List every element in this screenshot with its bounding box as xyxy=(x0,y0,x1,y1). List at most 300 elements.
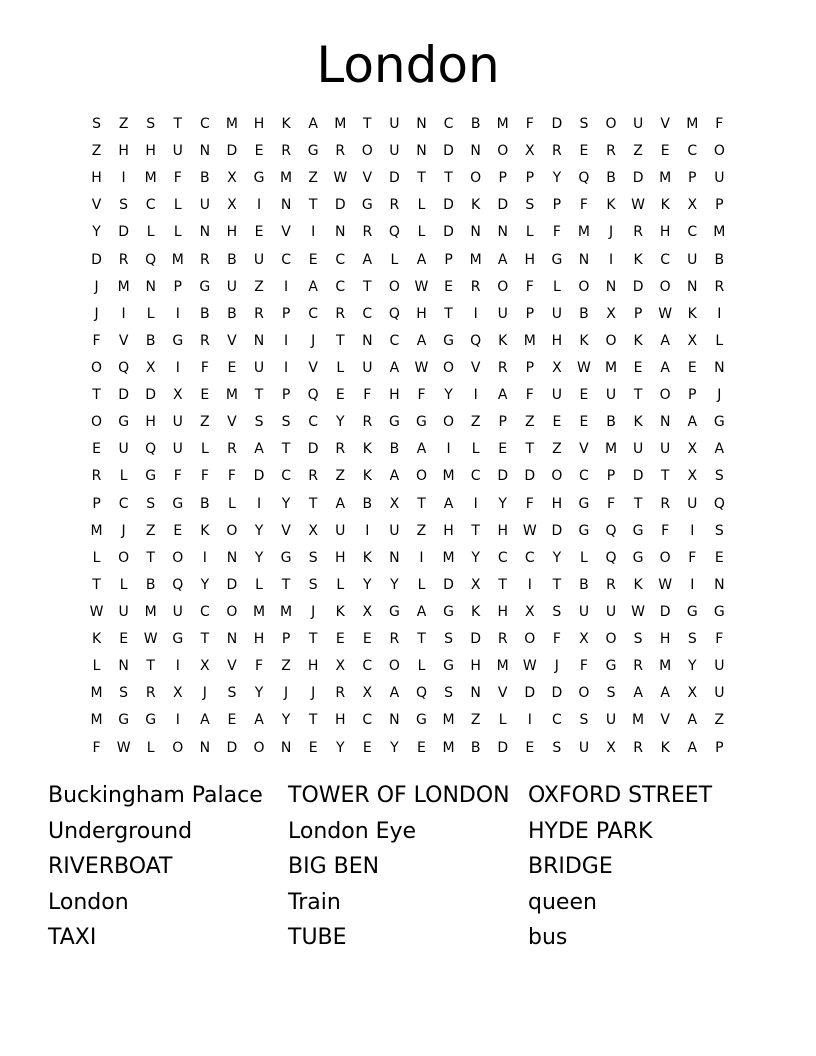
grid-letter: G xyxy=(118,414,130,431)
grid-row xyxy=(83,735,733,762)
grid-letter: G xyxy=(416,414,427,431)
grid-letter: P xyxy=(281,305,291,322)
grid-letter: X xyxy=(687,332,698,349)
grid-letter: F xyxy=(173,170,182,187)
grid-letter: N xyxy=(470,224,481,241)
grid-letter: J xyxy=(94,278,99,295)
grid-letter: F xyxy=(715,116,724,133)
grid-letter: S xyxy=(525,197,535,214)
grid-letter: G xyxy=(443,604,454,621)
grid-letter: C xyxy=(362,712,373,729)
grid-letter: F xyxy=(688,549,697,566)
grid-letter: V xyxy=(281,224,291,241)
grid-letter: M xyxy=(496,658,509,675)
grid-letter: T xyxy=(363,278,372,295)
grid-letter: Q xyxy=(172,576,184,593)
grid-letter: M xyxy=(334,116,347,133)
grid-letter: E xyxy=(227,360,237,377)
grid-letter: B xyxy=(362,495,373,512)
grid-letter: X xyxy=(579,631,589,648)
grid-letter: E xyxy=(200,387,210,404)
grid-letter: P xyxy=(715,739,724,756)
grid-letter: I xyxy=(608,251,614,268)
grid-letter: E xyxy=(525,739,535,756)
grid-letter: K xyxy=(633,251,643,268)
grid-letter: S xyxy=(444,631,453,648)
grid-letter: X xyxy=(308,522,318,539)
grid-letter: L xyxy=(417,197,426,214)
grid-row xyxy=(83,626,733,653)
grid-letter: A xyxy=(200,712,210,729)
grid-letter: R xyxy=(389,631,400,648)
grid-letter: Y xyxy=(390,576,399,593)
grid-letter: Q xyxy=(605,522,617,539)
grid-letter: Q xyxy=(605,549,617,566)
grid-letter: F xyxy=(254,658,264,675)
grid-letter: Z xyxy=(308,170,318,187)
grid-letter: A xyxy=(687,739,698,756)
grid-letter: R xyxy=(335,305,346,322)
grid-letter: B xyxy=(470,739,481,756)
grid-letter: G xyxy=(307,143,319,160)
word-list xyxy=(48,778,768,956)
grid-letter: Q xyxy=(388,305,400,322)
grid-letter: K xyxy=(362,468,372,485)
grid-letter: D xyxy=(443,143,454,160)
grid-letter: C xyxy=(199,116,210,133)
grid-letter: D xyxy=(118,387,129,404)
grid-letter: N xyxy=(118,658,129,675)
grid-letter: X xyxy=(227,170,237,187)
grid-letter: U xyxy=(578,604,590,621)
grid-letter: H xyxy=(118,143,129,160)
grid-letter: O xyxy=(497,278,509,295)
grid-letter: T xyxy=(254,387,264,404)
grid-letter: L xyxy=(92,658,101,675)
grid-letter: U xyxy=(551,305,562,322)
word-list-item: OXFORD STREET xyxy=(528,783,713,808)
grid-letter: I xyxy=(473,305,478,322)
grid-letter: A xyxy=(416,251,427,268)
letter-grid xyxy=(83,111,733,762)
grid-letter: M xyxy=(144,170,157,187)
grid-letter: K xyxy=(606,197,616,214)
grid-letter: I xyxy=(473,387,478,404)
grid-letter: N xyxy=(659,414,671,431)
grid-letter: J xyxy=(121,522,126,539)
grid-letter: U xyxy=(172,441,183,458)
grid-letter: Z xyxy=(254,278,264,295)
grid-letter: D xyxy=(659,604,671,621)
grid-letter: O xyxy=(605,332,617,349)
grid-letter: N xyxy=(226,549,238,566)
grid-letter: A xyxy=(254,441,264,458)
grid-letter: S xyxy=(308,576,318,593)
grid-letter: N xyxy=(416,116,427,133)
grid-letter: O xyxy=(659,549,671,566)
grid-letter: O xyxy=(605,631,617,648)
grid-letter: O xyxy=(659,387,671,404)
grid-letter: D xyxy=(497,468,509,485)
grid-letter: C xyxy=(579,468,589,485)
grid-letter: D xyxy=(226,143,238,160)
grid-letter: Y xyxy=(363,576,372,593)
grid-letter: O xyxy=(713,143,725,160)
grid-letter: I xyxy=(121,305,126,322)
grid-letter: R xyxy=(335,441,346,458)
grid-letter: I xyxy=(175,658,180,675)
grid-letter: S xyxy=(254,414,264,431)
grid-letter: A xyxy=(389,360,400,377)
grid-letter: H xyxy=(497,604,508,621)
grid-letter: M xyxy=(90,685,103,702)
grid-letter: D xyxy=(497,739,509,756)
grid-letter: A xyxy=(660,685,670,702)
grid-row xyxy=(83,572,733,599)
grid-letter: F xyxy=(525,278,534,295)
grid-letter: E xyxy=(92,441,101,458)
grid-letter: U xyxy=(605,387,617,404)
grid-letter: Y xyxy=(335,739,345,756)
grid-letter: U xyxy=(389,143,400,160)
grid-letter: Q xyxy=(145,251,157,268)
grid-letter: N xyxy=(470,143,481,160)
grid-letter: X xyxy=(362,604,373,621)
grid-letter: I xyxy=(202,549,207,566)
grid-letter: S xyxy=(281,414,291,431)
grid-letter: T xyxy=(146,549,155,566)
grid-letter: L xyxy=(417,576,426,593)
grid-letter: L xyxy=(417,658,426,675)
grid-letter: E xyxy=(119,631,129,648)
grid-letter: Q xyxy=(118,360,130,377)
grid-letter: Z xyxy=(470,414,481,431)
grid-letter: P xyxy=(525,170,535,187)
grid-letter: D xyxy=(307,441,319,458)
grid-letter: E xyxy=(362,739,372,756)
grid-letter: E xyxy=(308,739,318,756)
grid-letter: M xyxy=(225,116,238,133)
grid-letter: H xyxy=(470,658,481,675)
grid-letter: T xyxy=(335,332,345,349)
grid-letter: Z xyxy=(416,522,427,539)
grid-letter: Q xyxy=(578,170,590,187)
grid-letter: I xyxy=(175,360,180,377)
grid-letter: U xyxy=(497,305,508,322)
grid-letter: R xyxy=(281,143,291,160)
grid-letter: M xyxy=(604,441,618,458)
grid-letter: Y xyxy=(200,576,210,593)
grid-letter: O xyxy=(578,685,590,702)
grid-letter: T xyxy=(417,631,426,648)
grid-letter: J xyxy=(94,305,99,322)
grid-letter: B xyxy=(606,170,616,187)
grid-letter: Y xyxy=(498,495,507,512)
grid-letter: H xyxy=(307,658,319,675)
grid-letter: N xyxy=(199,224,211,241)
grid-letter: B xyxy=(200,170,210,187)
grid-letter: T xyxy=(200,631,210,648)
grid-letter: S xyxy=(552,604,562,621)
grid-letter: I xyxy=(527,576,532,593)
grid-letter: U xyxy=(660,441,671,458)
grid-letter: K xyxy=(660,197,670,214)
grid-letter: K xyxy=(660,739,670,756)
grid-letter: A xyxy=(497,387,508,404)
grid-letter: L xyxy=(146,739,155,756)
grid-letter: W xyxy=(658,576,673,593)
grid-letter: N xyxy=(280,197,292,214)
grid-letter: J xyxy=(554,658,559,675)
grid-letter: I xyxy=(175,712,180,729)
grid-letter: A xyxy=(254,712,264,729)
grid-letter: H xyxy=(91,170,102,187)
grid-letter: J xyxy=(284,685,289,702)
grid-letter: L xyxy=(255,576,263,593)
grid-letter: I xyxy=(284,360,289,377)
grid-letter: S xyxy=(606,685,616,702)
grid-letter: G xyxy=(172,495,184,512)
grid-letter: G xyxy=(145,468,157,485)
grid-letter: K xyxy=(471,197,481,214)
grid-letter: Y xyxy=(444,387,453,404)
grid-letter: J xyxy=(311,332,316,349)
grid-letter: P xyxy=(715,197,724,214)
grid-letter: G xyxy=(443,332,454,349)
grid-letter: Y xyxy=(687,658,697,675)
grid-letter: S xyxy=(444,685,453,702)
grid-letter: Y xyxy=(254,522,264,539)
grid-letter: U xyxy=(172,143,183,160)
grid-letter: S xyxy=(633,631,643,648)
grid-letter: Z xyxy=(91,143,102,160)
grid-row xyxy=(83,680,733,707)
grid-letter: E xyxy=(227,712,237,729)
grid-row xyxy=(83,545,733,572)
grid-letter: M xyxy=(90,712,103,729)
grid-letter: D xyxy=(551,116,563,133)
grid-letter: G xyxy=(686,604,698,621)
grid-letter: A xyxy=(633,685,643,702)
grid-letter: S xyxy=(119,685,129,702)
grid-letter: S xyxy=(308,549,318,566)
grid-letter: A xyxy=(714,441,725,458)
grid-letter: X xyxy=(362,685,373,702)
grid-letter: Z xyxy=(524,414,535,431)
grid-letter: G xyxy=(578,495,590,512)
grid-letter: S xyxy=(579,712,589,729)
grid-letter: N xyxy=(226,631,238,648)
grid-letter: S xyxy=(146,495,156,512)
grid-letter: F xyxy=(525,116,534,133)
grid-letter: U xyxy=(632,441,644,458)
grid-letter: L xyxy=(498,712,507,729)
grid-letter: T xyxy=(471,522,480,539)
grid-letter: K xyxy=(579,332,589,349)
grid-letter: K xyxy=(687,305,697,322)
grid-letter: G xyxy=(118,712,130,729)
grid-letter: G xyxy=(388,604,400,621)
grid-letter: A xyxy=(687,414,698,431)
grid-letter: U xyxy=(551,387,562,404)
grid-letter: K xyxy=(362,549,372,566)
word-list-item: London Eye xyxy=(288,818,417,844)
grid-row xyxy=(83,301,733,328)
grid-letter: M xyxy=(523,332,536,349)
grid-letter: B xyxy=(579,576,589,593)
grid-letter: T xyxy=(498,576,507,593)
grid-letter: W xyxy=(522,522,537,539)
grid-letter: D xyxy=(226,739,238,756)
grid-letter: O xyxy=(361,143,373,160)
grid-letter: B xyxy=(200,495,210,512)
grid-row xyxy=(83,355,733,382)
grid-letter: C xyxy=(389,332,400,349)
grid-row xyxy=(83,247,733,274)
grid-letter: N xyxy=(199,143,211,160)
grid-letter: T xyxy=(308,197,318,214)
grid-letter: H xyxy=(226,224,238,241)
grid-letter: U xyxy=(335,522,346,539)
grid-letter: D xyxy=(497,197,509,214)
grid-letter: Z xyxy=(470,712,481,729)
grid-letter: S xyxy=(552,739,562,756)
grid-letter: L xyxy=(228,495,236,512)
grid-letter: V xyxy=(497,685,508,702)
grid-letter: B xyxy=(579,305,589,322)
grid-letter: M xyxy=(442,739,455,756)
grid-letter: A xyxy=(308,278,318,295)
grid-letter: P xyxy=(606,468,616,485)
grid-letter: O xyxy=(578,278,590,295)
grid-letter: N xyxy=(714,576,725,593)
grid-letter: O xyxy=(524,631,536,648)
grid-letter: R xyxy=(254,305,264,322)
grid-letter: N xyxy=(470,685,481,702)
grid-letter: T xyxy=(417,170,426,187)
grid-letter: F xyxy=(525,387,534,404)
grid-letter: O xyxy=(226,522,238,539)
grid-letter: N xyxy=(687,278,698,295)
grid-letter: R xyxy=(362,224,373,241)
grid-letter: F xyxy=(661,522,670,539)
grid-letter: O xyxy=(605,116,617,133)
grid-letter: N xyxy=(416,143,427,160)
grid-letter: I xyxy=(527,712,532,729)
grid-letter: D xyxy=(632,468,644,485)
grid-letter: H xyxy=(497,522,508,539)
grid-letter: E xyxy=(660,143,670,160)
grid-letter: T xyxy=(281,441,291,458)
grid-letter: T xyxy=(281,576,291,593)
grid-letter: E xyxy=(498,441,508,458)
grid-letter: C xyxy=(335,251,346,268)
grid-letter: N xyxy=(335,224,346,241)
grid-letter: C xyxy=(687,224,698,241)
grid-row xyxy=(83,328,733,355)
grid-row xyxy=(83,518,733,545)
word-list-item: RIVERBOAT xyxy=(48,854,173,880)
grid-letter: G xyxy=(632,522,644,539)
grid-letter: X xyxy=(200,658,210,675)
grid-letter: D xyxy=(443,197,454,214)
grid-letter: U xyxy=(605,712,617,729)
grid-letter: V xyxy=(470,360,481,377)
word-list-item: TUBE xyxy=(288,925,347,951)
grid-letter: O xyxy=(226,604,238,621)
grid-letter: A xyxy=(443,495,454,512)
grid-letter: C xyxy=(443,116,454,133)
grid-letter: Y xyxy=(552,549,562,566)
grid-letter: P xyxy=(525,360,535,377)
grid-letter: L xyxy=(146,305,155,322)
grid-letter: O xyxy=(172,739,184,756)
grid-letter: W xyxy=(414,360,429,377)
word-list-item: bus xyxy=(528,925,568,951)
grid-letter: Y xyxy=(335,414,345,431)
grid-letter: E xyxy=(552,414,562,431)
grid-letter: F xyxy=(200,360,209,377)
grid-letter: V xyxy=(91,197,102,214)
grid-letter: D xyxy=(118,224,129,241)
grid-letter: O xyxy=(659,278,671,295)
grid-letter: K xyxy=(471,604,481,621)
page-title: London xyxy=(316,36,500,94)
grid-letter: G xyxy=(443,658,454,675)
grid-letter: L xyxy=(146,224,155,241)
grid-letter: I xyxy=(419,549,424,566)
grid-row xyxy=(83,219,733,246)
grid-letter: W xyxy=(631,197,646,214)
grid-letter: I xyxy=(121,170,126,187)
grid-letter: I xyxy=(690,576,695,593)
grid-letter: C xyxy=(281,251,291,268)
grid-letter: U xyxy=(118,604,129,621)
grid-letter: K xyxy=(498,332,508,349)
grid-letter: Q xyxy=(470,332,482,349)
grid-letter: N xyxy=(605,278,617,295)
grid-letter: W xyxy=(577,360,591,377)
grid-letter: C xyxy=(281,468,291,485)
grid-letter: H xyxy=(551,332,563,349)
grid-letter: L xyxy=(336,576,345,593)
grid-letter: E xyxy=(254,224,264,241)
grid-letter: T xyxy=(525,441,535,458)
grid-letter: O xyxy=(415,468,427,485)
grid-letter: L xyxy=(119,576,128,593)
grid-letter: T xyxy=(92,576,101,593)
grid-letter: F xyxy=(92,332,101,349)
word-list-item: queen xyxy=(528,889,597,915)
grid-letter: M xyxy=(252,604,266,621)
grid-letter: G xyxy=(199,278,211,295)
grid-letter: R xyxy=(335,685,346,702)
grid-letter: B xyxy=(606,414,616,431)
grid-letter: Y xyxy=(281,495,291,512)
grid-letter: L xyxy=(200,441,209,458)
grid-letter: U xyxy=(172,604,183,621)
grid-letter: B xyxy=(389,441,400,458)
grid-letter: R xyxy=(335,143,346,160)
grid-letter: I xyxy=(284,278,289,295)
grid-letter: U xyxy=(389,116,400,133)
grid-letter: L xyxy=(119,468,128,485)
grid-letter: X xyxy=(552,360,562,377)
grid-letter: F xyxy=(579,197,588,214)
grid-letter: D xyxy=(145,387,157,404)
grid-letter: A xyxy=(416,332,427,349)
grid-letter: F xyxy=(579,658,588,675)
